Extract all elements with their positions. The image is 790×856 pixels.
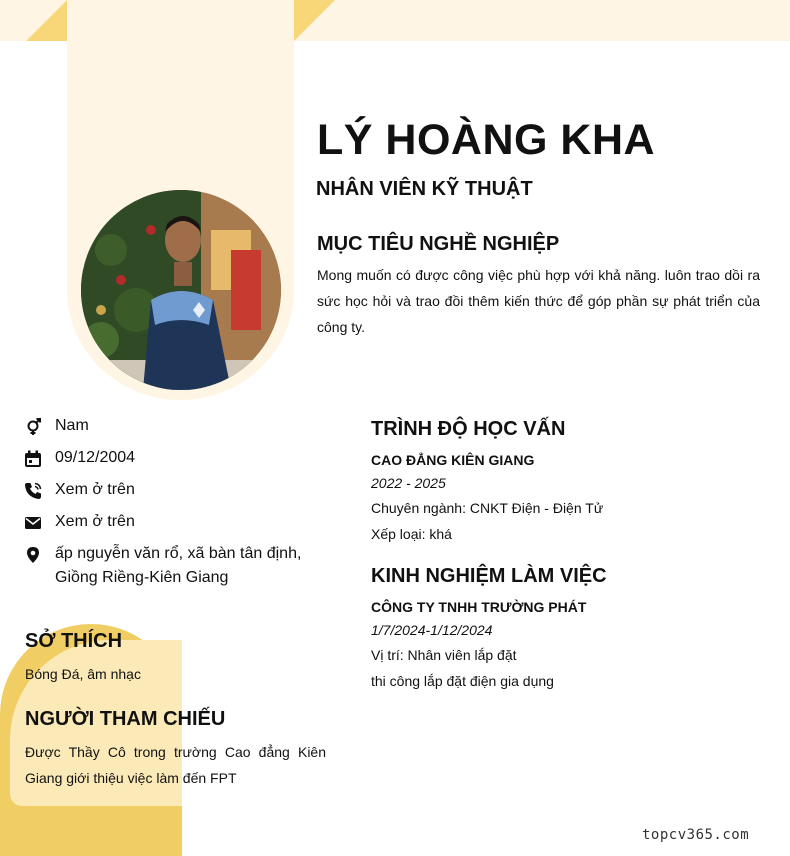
education-heading: TRÌNH ĐỘ HỌC VẤN bbox=[371, 418, 566, 440]
gender-icon bbox=[24, 418, 42, 436]
email-value: Xem ở trên bbox=[55, 513, 135, 530]
references-text: Được Thầy Cô trong trường Cao đẳng Kiên Giang giới thiệu việc làm đến FPT bbox=[25, 744, 326, 786]
objective-heading: MỤC TIÊU NGHỀ NGHIỆP bbox=[317, 233, 560, 255]
experience-period: 1/7/2024-1/12/2024 bbox=[371, 622, 493, 638]
envelope-icon bbox=[24, 514, 42, 532]
gender-value: Nam bbox=[55, 417, 89, 434]
education-period: 2022 - 2025 bbox=[371, 475, 446, 491]
contact-phone bbox=[24, 478, 344, 502]
education-school: CAO ĐẲNG KIÊN GIANG bbox=[371, 452, 535, 468]
hobbies-heading: SỞ THÍCH bbox=[25, 630, 123, 652]
objective-text: Mong muốn có được công việc phù hợp với khả năng. luôn trao dồi ra sức học hỏi và trao đồi thêm kiến thức để góp phần sự phát triển của công ty. bbox=[317, 267, 760, 335]
education-major: Chuyên ngành: CNKT Điện - Điện Tử bbox=[371, 500, 604, 516]
watermark: topcv365.com bbox=[642, 827, 750, 843]
job-title: NHÂN VIÊN KỸ THUẬT bbox=[316, 178, 533, 200]
references-heading: NGƯỜI THAM CHIẾU bbox=[25, 708, 226, 730]
contact-email bbox=[24, 510, 344, 534]
address-value: ấp nguyễn văn rổ, xã bàn tân định, Giồng Riềng-Kiên Giang bbox=[55, 545, 302, 586]
education-rank: Xếp loại: khá bbox=[371, 526, 452, 542]
experience-position: Vị trí: Nhân viên lắp đặt bbox=[371, 647, 517, 663]
experience-company: CÔNG TY TNHH TRƯỜNG PHÁT bbox=[371, 599, 587, 615]
calendar-icon bbox=[24, 450, 42, 468]
hobbies-text: Bóng Đá, âm nhạc bbox=[25, 666, 141, 682]
contact-address bbox=[24, 542, 344, 590]
phone-value: Xem ở trên bbox=[55, 481, 135, 498]
decor-triangle-right bbox=[294, 0, 335, 41]
contact-birthday bbox=[24, 446, 344, 470]
contact-gender bbox=[24, 414, 344, 438]
experience-description: thi công lắp đặt điện gia dụng bbox=[371, 673, 554, 689]
birthday-value: 09/12/2004 bbox=[55, 449, 136, 466]
contact-list bbox=[24, 414, 344, 598]
candidate-name: LÝ HOÀNG KHA bbox=[317, 116, 656, 164]
phone-icon bbox=[24, 482, 42, 500]
profile-photo bbox=[81, 190, 281, 390]
decor-triangle-left bbox=[26, 0, 67, 41]
location-pin-icon bbox=[24, 546, 42, 564]
experience-heading: KINH NGHIỆM LÀM VIỆC bbox=[371, 565, 607, 587]
